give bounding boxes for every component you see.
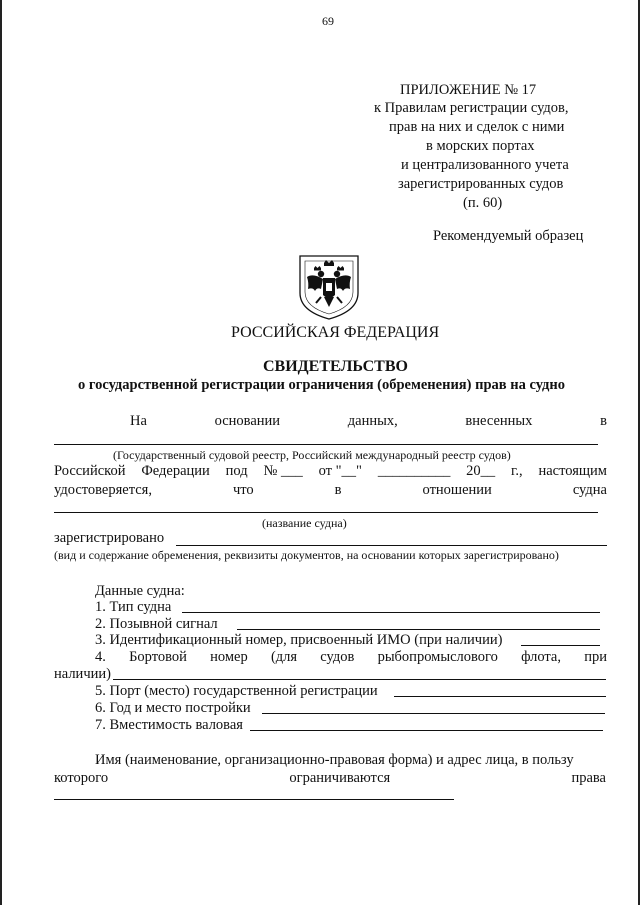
person-word: права [571,770,606,786]
country-name: РОССИЙСКАЯ ФЕДЕРАЦИЯ [231,324,440,341]
page-number: 69 [322,14,334,28]
vessel-data-heading: Данные судна: [95,583,185,599]
registration-port-field[interactable] [394,696,606,697]
person-word: ограничиваются [289,770,391,786]
person-line-1: Имя (наименование, организационно-правовая форма) и адрес лица, в пользу [95,752,574,768]
side-number-field[interactable] [113,679,606,680]
appendix-title: ПРИЛОЖЕНИЕ № 17 [400,82,537,98]
intro-word: данных, [347,413,398,429]
registration-port-label: 5. Порт (место) государственной регистрации [95,683,378,699]
gross-tonnage-field[interactable] [250,730,603,731]
certify-word: судна [572,482,607,498]
document-subtitle: о государственной регистрации ограничения (обременения) прав на судно [78,377,565,393]
date-year-field[interactable]: 20__ [466,463,496,479]
encumbrance-field[interactable] [176,545,607,546]
intro-line [130,413,607,430]
build-year-label: 6. Год и место постройки [95,700,251,716]
certify-word: что [232,482,254,498]
side-number-word: номер [210,649,248,665]
side-number-word: (для [270,649,298,665]
side-number-word: рыбопромыслового [377,649,498,665]
vessel-type-field[interactable] [182,612,600,613]
imo-number-label: 3. Идентификационный номер, присвоенный ИМО (при наличии) [95,632,503,648]
registry-caption: (Государственный судовой реестр, Российский международный реестр судов) [113,448,511,462]
side-number-word: судов [320,649,355,665]
date-line-word: настоящим [538,463,607,479]
vessel-type-label: 1. Тип судна [95,599,172,615]
side-number-word: 4. [95,649,106,665]
date-line-word: под [225,463,248,479]
intro-word: На [130,413,147,429]
appendix-line-6: (п. 60) [463,195,503,211]
side-number-word: Бортовой [129,649,187,665]
appendix-line-1: к Правилам регистрации судов, [374,100,569,116]
date-line-word: Федерации [141,463,210,479]
call-sign-field[interactable] [237,629,600,630]
date-month-field[interactable]: __________ [377,463,451,479]
gross-tonnage-label: 7. Вместимость валовая [95,717,243,733]
side-number-word: флота, [521,649,561,665]
certify-word: удостоверяется, [54,482,152,498]
build-year-field[interactable] [262,713,605,714]
person-word: которого [54,770,109,786]
registry-number-field[interactable]: № ___ [263,463,303,479]
appendix-line-5: зарегистрированных судов [398,176,564,192]
date-day-field[interactable]: от "__" [318,463,362,479]
appendix-line-4: и централизованного учета [401,157,569,173]
appendix-line-2: прав на них и сделок с ними [389,119,565,135]
certify-word: отношении [422,482,492,498]
call-sign-label: 2. Позывной сигнал [95,616,218,632]
appendix-line-3: в морских портах [426,138,535,154]
intro-word: основании [214,413,281,429]
sample-label: Рекомендуемый образец [433,228,584,244]
side-number-word: при [584,649,607,665]
intro-word: в [600,413,607,429]
person-line-2 [54,770,606,787]
imo-number-field[interactable] [521,645,600,646]
certify-line [54,482,607,499]
registry-field[interactable] [54,444,598,445]
intro-word: внесенных [465,413,533,429]
ship-name-caption: (название судна) [262,516,347,530]
ship-name-field[interactable] [54,512,598,513]
certify-word: в [334,482,342,498]
encumbrance-caption: (вид и содержание обременения, реквизиты документов, на основании которых зарегистрировано) [54,548,559,562]
date-line [54,463,607,480]
coat-of-arms-icon [297,253,361,321]
side-number-line [95,649,607,666]
side-number-cont: наличии) [54,666,111,682]
document-title: СВИДЕТЕЛЬСТВО [263,358,408,375]
person-field[interactable] [54,799,454,800]
date-line-word: Российской [54,463,126,479]
date-line-word: г., [511,463,523,479]
registered-label: зарегистрировано [54,530,165,546]
